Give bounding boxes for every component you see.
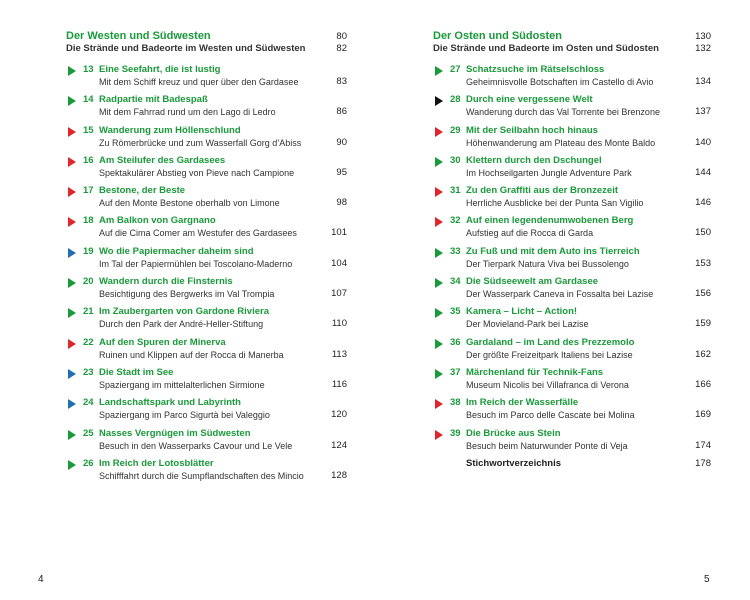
entry-number: 24: [83, 397, 94, 409]
entry-title: [450, 337, 634, 349]
entry-number: 38: [450, 397, 461, 409]
entry-title-text: Wandern durch die Finsternis: [99, 276, 233, 288]
entry-number: 23: [83, 366, 94, 378]
entry-title: [450, 397, 578, 409]
entry-number: 18: [83, 215, 94, 227]
entry-number: 21: [83, 306, 94, 318]
entry-page: 144: [695, 166, 711, 178]
entry-page: 107: [331, 288, 347, 300]
entry-page: 86: [336, 106, 347, 118]
entry-number: 27: [450, 64, 461, 75]
entry-title-text: Radpartie mit Badespaß: [99, 94, 208, 106]
toc-entry[interactable]: [433, 428, 711, 458]
entry-title: [83, 397, 241, 409]
entry-title: [83, 306, 269, 318]
entry-subtitle: Aufstieg auf die Rocca di Garda: [466, 228, 594, 239]
toc-entry[interactable]: [433, 185, 711, 215]
toc-entry[interactable]: [433, 125, 711, 155]
entry-subtitle: Der größte Freizeitpark Italiens bei Lazise: [466, 349, 633, 360]
entry-page: 162: [695, 348, 711, 360]
entry-subtitle: Auf den Monte Bestone oberhalb von Limone: [99, 198, 280, 209]
section-title-page: 130: [695, 31, 711, 42]
entry-title: [83, 458, 214, 470]
entry-number: 17: [83, 185, 94, 197]
entry-page: 150: [695, 227, 711, 239]
index-label: Stichwortverzeichnis: [466, 457, 562, 469]
entry-number: 39: [450, 427, 461, 439]
toc-column-east: [433, 30, 711, 478]
entry-title: [83, 215, 216, 227]
triangle-marker-icon: [435, 399, 443, 409]
entry-page: 104: [331, 257, 347, 269]
triangle-marker-icon: [435, 278, 443, 288]
triangle-marker-icon: [435, 248, 443, 258]
entry-title: [83, 428, 251, 440]
toc-entry[interactable]: [66, 215, 347, 245]
page-number-left: 4: [38, 574, 44, 585]
entry-page: 140: [695, 136, 711, 148]
entry-subtitle: Durch den Park der André-Heller-Stiftung: [99, 319, 264, 330]
entry-number: 20: [83, 276, 94, 288]
entry-title-text: Auf einen legendenumwobenen Berg: [466, 215, 634, 227]
entry-subtitle: Besuch im Parco delle Cascate bei Molina: [466, 410, 635, 421]
entry-title: [450, 94, 593, 106]
entry-number: 28: [450, 94, 461, 106]
toc-entry[interactable]: [433, 367, 711, 397]
entry-page: 110: [331, 318, 347, 330]
section-subtitle-text: Die Strände und Badeorte im Westen und Südwesten: [66, 43, 306, 54]
toc-entry[interactable]: [66, 125, 347, 155]
entry-page: 159: [695, 318, 711, 330]
entry-title: [83, 64, 220, 76]
entry-subtitle: Besuch in den Wasserparks Cavour und Le Vele: [99, 440, 293, 451]
section-heading: [433, 30, 711, 43]
entry-number: 25: [83, 427, 94, 439]
entry-page: 146: [695, 197, 711, 209]
entry-title: [450, 246, 640, 258]
toc-entry[interactable]: [433, 246, 711, 276]
entry-subtitle: Im Hochseilgarten Jungle Adventure Park: [466, 167, 632, 178]
toc-entry[interactable]: [433, 215, 711, 245]
entry-title: [450, 306, 577, 318]
entry-page: 153: [695, 257, 711, 269]
triangle-marker-icon: [435, 187, 443, 197]
triangle-marker-icon: [435, 369, 443, 379]
entry-subtitle: Spaziergang im Parco Sigurtà bei Valeggio: [99, 410, 270, 421]
entry-number: 29: [450, 124, 461, 136]
triangle-marker-icon: [68, 339, 76, 349]
section-heading: [66, 30, 347, 43]
entry-title: [450, 215, 633, 227]
triangle-marker-icon: [435, 217, 443, 227]
entry-page: 137: [695, 106, 711, 118]
section-title: Der Westen und Südwesten: [66, 30, 211, 42]
entry-subtitle: Besichtigung des Bergwerks im Val Trompia: [99, 289, 275, 300]
entry-page: 101: [331, 227, 347, 239]
toc-entry[interactable]: [66, 337, 347, 367]
entry-number: 14: [83, 94, 94, 106]
triangle-marker-icon: [68, 369, 76, 379]
toc-entry[interactable]: [66, 276, 347, 306]
entry-subtitle: Mit dem Schiff kreuz und quer über den Gardasee: [99, 77, 299, 87]
entry-number: 36: [450, 336, 461, 348]
section-subtitle-page: 82: [336, 43, 347, 54]
entry-number: 22: [83, 336, 94, 348]
toc-entry[interactable]: [66, 185, 347, 215]
triangle-marker-icon: [435, 66, 443, 76]
entry-subtitle: Der Movieland-Park bei Lazise: [466, 319, 589, 330]
entry-number: 30: [450, 154, 461, 166]
triangle-marker-icon: [68, 66, 76, 76]
toc-entry[interactable]: [66, 155, 347, 185]
section-subtitle-text: Die Strände und Badeorte im Osten und Südosten: [433, 43, 659, 54]
triangle-marker-icon: [68, 127, 76, 137]
entry-title: [83, 367, 173, 379]
triangle-marker-icon: [435, 157, 443, 167]
entry-title-text: Im Reich der Wasserfälle: [466, 397, 579, 409]
toc-entry[interactable]: [433, 155, 711, 185]
entry-page: 120: [331, 409, 347, 421]
toc-column-west: [66, 30, 347, 488]
entry-number: 37: [450, 366, 461, 378]
triangle-marker-icon: [68, 187, 76, 197]
toc-entry[interactable]: [433, 94, 711, 124]
entry-subtitle: Zu Römerbrücke und zum Wasserfall Gorg d’Abiss: [99, 137, 302, 148]
entry-number: 35: [450, 306, 461, 318]
entry-title-text: Die Südseewelt am Gardasee: [466, 276, 599, 288]
entry-subtitle: Spektakulärer Abstieg von Pieve nach Campione: [99, 167, 295, 178]
entry-number: 19: [83, 245, 94, 257]
entry-subtitle: Ruinen und Klippen auf der Rocca di Manerba: [99, 349, 284, 360]
entry-subtitle: Höhenwanderung am Plateau des Monte Baldo: [466, 137, 656, 148]
entry-page: 128: [331, 469, 347, 481]
index-page: 178: [695, 457, 711, 469]
entry-number: 26: [83, 457, 94, 469]
entry-title-text: Wanderung zum Höllenschlund: [99, 124, 241, 136]
triangle-marker-icon: [435, 430, 443, 440]
entry-title-text: Im Zaubergarten von Gardone Riviera: [99, 306, 269, 318]
entry-title-text: Gardaland – im Land des Prezzemolo: [466, 336, 635, 348]
entry-subtitle: Geheimnisvolle Botschaften im Castello di Avio: [466, 77, 654, 87]
entry-title: [83, 246, 254, 258]
entry-subtitle: Herrliche Ausblicke bei der Punta San Vigilio: [466, 198, 644, 209]
toc-entry[interactable]: [66, 64, 347, 94]
entry-title: [450, 125, 598, 137]
entry-number: 34: [450, 276, 461, 288]
entry-title: [450, 367, 603, 379]
entry-title-text: Eine Seefahrt, die ist lustig: [99, 64, 221, 75]
toc-entry[interactable]: [433, 64, 711, 94]
entry-page: 124: [331, 439, 347, 451]
entry-title-text: Am Steilufer des Gardasees: [99, 154, 226, 166]
entry-page: 116: [331, 378, 347, 390]
triangle-marker-icon: [68, 278, 76, 288]
entry-title-text: Zu Fuß und mit dem Auto ins Tierreich: [466, 245, 640, 257]
entry-title-text: Am Balkon von Gargnano: [99, 215, 216, 227]
toc-entry[interactable]: [66, 94, 347, 124]
entry-title-text: Zu den Graffiti aus der Bronzezeit: [466, 185, 619, 197]
entry-title-text: Kamera – Licht – Action!: [466, 306, 578, 318]
entry-title-text: Landschaftspark und Labyrinth: [99, 397, 241, 409]
toc-entry-list: [66, 64, 347, 488]
entry-subtitle: Wanderung durch das Val Torrente bei Brenzone: [466, 107, 660, 118]
section-subtitle: [66, 43, 347, 55]
page-number-right: 5: [704, 574, 710, 585]
entry-title: [450, 276, 598, 288]
entry-page: 113: [331, 348, 347, 360]
triangle-marker-icon: [68, 399, 76, 409]
entry-title: [83, 94, 208, 106]
triangle-marker-icon: [435, 339, 443, 349]
toc-entry[interactable]: [66, 397, 347, 427]
entry-title: [83, 185, 185, 197]
entry-title: [83, 155, 225, 167]
section-subtitle-page: 132: [695, 43, 711, 54]
section-subtitle: [433, 43, 711, 55]
entry-title: [450, 428, 561, 440]
entry-subtitle: Spaziergang im mittelalterlichen Sirmione: [99, 379, 265, 390]
entry-title-text: Bestone, der Beste: [99, 185, 186, 197]
entry-page: 166: [695, 378, 711, 390]
toc-entry[interactable]: [66, 246, 347, 276]
entry-title-text: Durch eine vergessene Welt: [466, 94, 593, 106]
toc-index-entry[interactable]: [433, 458, 711, 478]
toc-entry[interactable]: [433, 397, 711, 427]
entry-title-text: Wo die Papiermacher daheim sind: [99, 245, 254, 257]
entry-number: 33: [450, 245, 461, 257]
entry-title-text: Märchenland für Technik-Fans: [466, 366, 604, 378]
entry-title-text: Schatzsuche im Rätselschloss: [466, 64, 605, 75]
entry-subtitle: Schifffahrt durch die Sumpflandschaften des Mincio: [99, 470, 304, 481]
toc-entry[interactable]: [66, 428, 347, 458]
triangle-marker-icon: [435, 127, 443, 137]
entry-title-text: Nasses Vergnügen im Südwesten: [99, 427, 251, 439]
entry-title: [450, 64, 604, 76]
entry-title-text: Klettern durch den Dschungel: [466, 154, 602, 166]
entry-subtitle: Mit dem Fahrrad rund um den Lago di Ledro: [99, 107, 276, 118]
entry-page: 134: [695, 76, 711, 87]
toc-entry[interactable]: [433, 276, 711, 306]
entry-page: 156: [695, 288, 711, 300]
entry-page: 98: [336, 197, 347, 209]
section-title-page: 80: [336, 31, 347, 42]
entry-page: 90: [336, 136, 347, 148]
entry-title-text: Die Brücke aus Stein: [466, 427, 561, 439]
entry-title-text: Auf den Spuren der Minerva: [99, 336, 226, 348]
triangle-marker-icon: [68, 96, 76, 106]
toc-entry[interactable]: [66, 458, 347, 488]
entry-title: [450, 155, 602, 167]
entry-subtitle: Besuch beim Naturwunder Ponte di Veja: [466, 440, 628, 451]
entry-subtitle: Der Tierpark Natura Viva bei Bussolengo: [466, 258, 629, 269]
entry-subtitle: Museum Nicolis bei Villafranca di Verona: [466, 379, 629, 390]
entry-title-text: Die Stadt im See: [99, 366, 174, 378]
entry-subtitle: Der Wasserpark Caneva in Fossalta bei Lazise: [466, 289, 654, 300]
entry-page: 169: [695, 409, 711, 421]
toc-entry-list: [433, 64, 711, 458]
entry-number: 13: [83, 64, 94, 75]
entry-page: 83: [336, 76, 347, 87]
entry-number: 32: [450, 215, 461, 227]
entry-title-text: Im Reich der Lotosblätter: [99, 457, 214, 469]
entry-title: [83, 125, 241, 137]
entry-subtitle: Im Tal der Papiermühlen bei Toscolano-Maderno: [99, 258, 293, 269]
toc-entry[interactable]: [66, 367, 347, 397]
triangle-marker-icon: [435, 96, 443, 106]
triangle-marker-icon: [68, 308, 76, 318]
entry-title-text: Mit der Seilbahn hoch hinaus: [466, 124, 598, 136]
toc-entry[interactable]: [433, 337, 711, 367]
triangle-marker-icon: [68, 217, 76, 227]
toc-entry[interactable]: [433, 306, 711, 336]
section-title: Der Osten und Südosten: [433, 30, 562, 42]
entry-title: [83, 276, 233, 288]
triangle-marker-icon: [435, 308, 443, 318]
entry-page: 174: [695, 439, 711, 451]
entry-number: 15: [83, 124, 94, 136]
triangle-marker-icon: [68, 430, 76, 440]
triangle-marker-icon: [68, 460, 76, 470]
triangle-marker-icon: [68, 248, 76, 258]
entry-title: [450, 185, 618, 197]
entry-number: 31: [450, 185, 461, 197]
triangle-marker-icon: [68, 157, 76, 167]
entry-title: [83, 337, 226, 349]
entry-page: 95: [336, 166, 347, 178]
entry-subtitle: Auf die Cima Comer am Westufer des Gardasees: [99, 228, 297, 239]
toc-entry[interactable]: [66, 306, 347, 336]
entry-number: 16: [83, 154, 94, 166]
